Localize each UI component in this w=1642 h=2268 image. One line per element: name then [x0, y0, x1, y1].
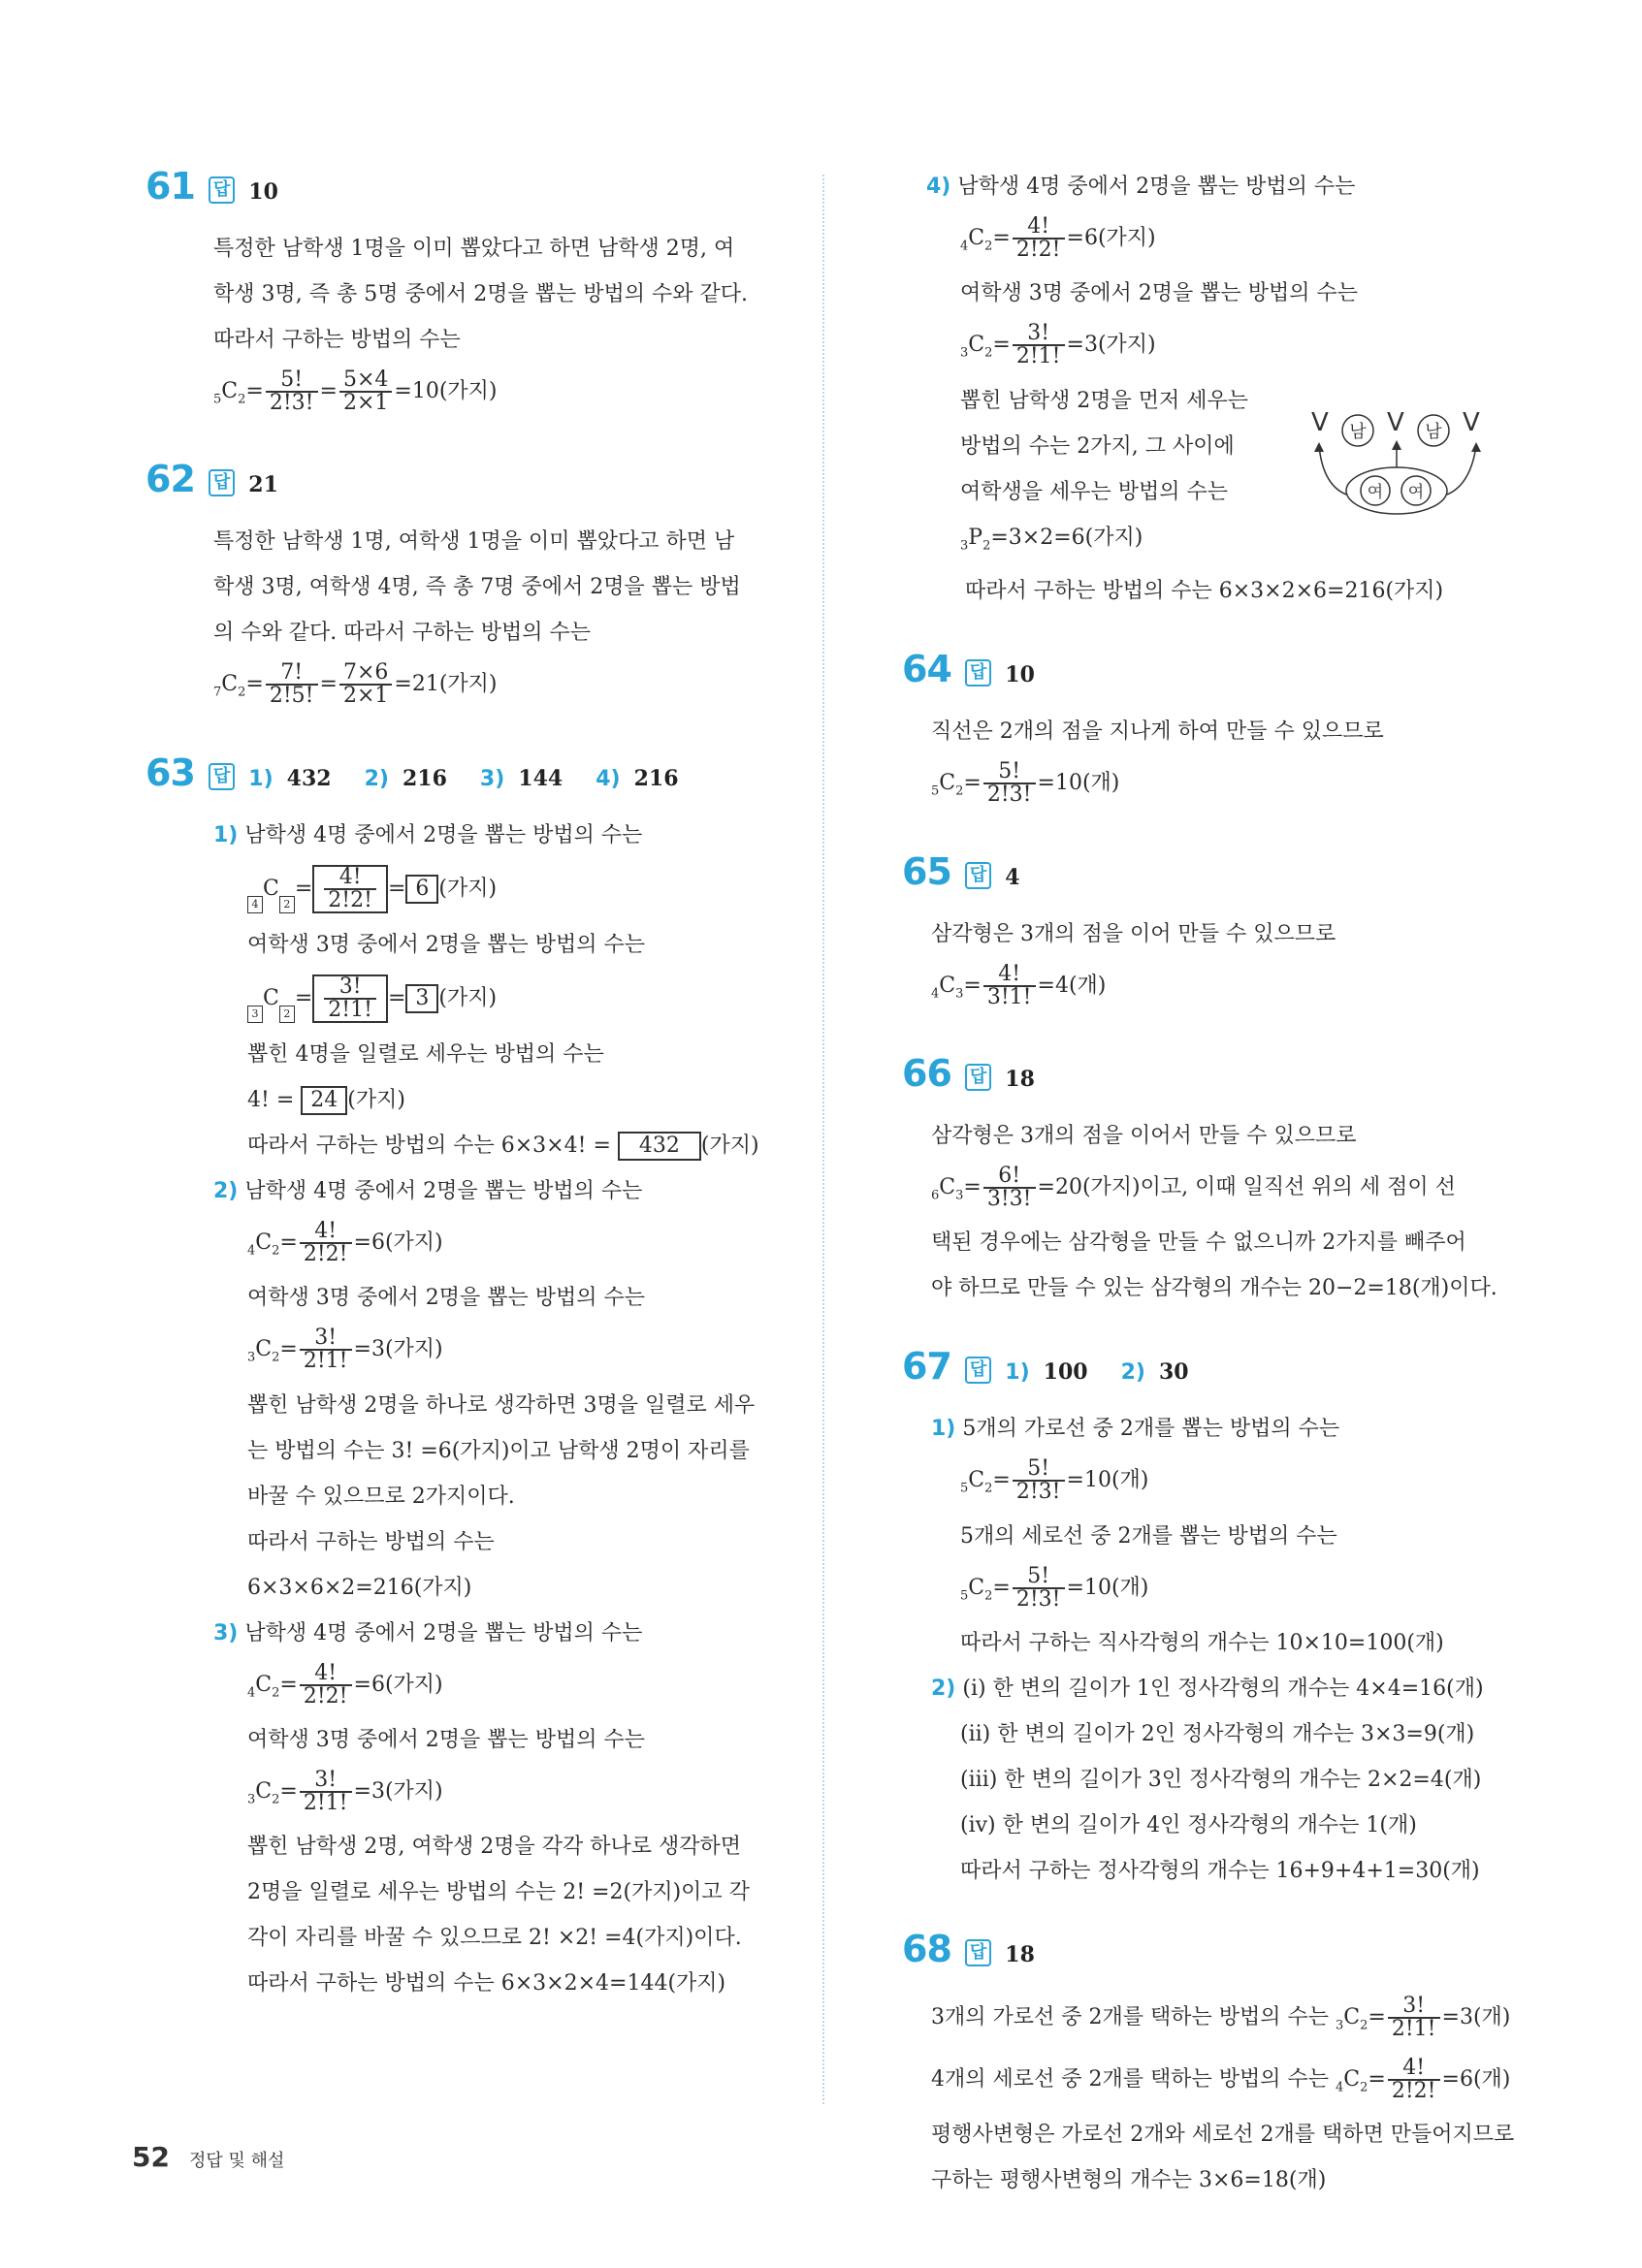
text-line: 3) 남학생 4명 중에서 2명을 뽑는 방법의 수는	[213, 1620, 643, 1645]
text-line: 학생 3명, 여학생 4명, 즉 총 7명 중에서 2명을 뽑는 방법	[213, 575, 741, 600]
answer-badge: 답	[965, 1064, 991, 1091]
problem-number: 67	[902, 1345, 951, 1389]
text-line: 삼각형은 3개의 점을 이어서 만들 수 있으므로	[931, 1123, 1357, 1148]
problem-63: 63 답 1) 432 2) 216 3) 144 4) 216 1) 남학생 4명 중에서 2명을 뽑는 방법의 수는 4C2= $\frac{4!}{2!2!}$ = 6 (가지) 여학생 3명 중에서 2명을 뽑는 방법의 수는 3C2= $\frac{3!}{2!1!}$ = 3 (가지) 뽑힌 4명을 일렬로 세우는 방법의 수는 4! = 24 (가지) 따라서 구하는 방법의 수는 6×3×4! = 432 (가지) 2) 남학생 4명 중에서 2명을 뽑는 방법의 수는 $_4C_2=$ $\frac{4!}{2!2!}$ =6(가지) 여학생 3명 중에서 2명을 뽑는 방법의 수는 $_3C_2=$ $\frac{3!}{2!1!}$ =3(가지) 뽑힌 남학생 2명을 하나로 생각하면 3명을 일렬로 세우 는 방법의 수는 3! =6(가지)이고 남학생 2명이 자리를 바꿀 수 있으므로 2가지이다. 따라서 구하는 방법의 수는 6×3×6×2=216(가지) 3) 남학생 4명 중에서 2명을 뽑는 방법의 수는 $_4C_2=$ $\frac{4!}{2!2!}$ =6(가지) 여학생 3명 중에서 2명을 뽑는 방법의 수는 $_3C_2=$ $\frac{3!}{2!1!}$ =3(가지) 뽑힌 남학생 2명, 여학생 2명을 각각 하나로 생각하면 2명을 일렬로 세우는 방법의 수는 2! =2(가지)이고 각 각이 자리를 바꿀 수 있으므로 2! ×2! =4(가지)이다. 따라서 구하는 방법의 수는 6×3×2×4=144(가지)	[145, 751, 805, 2008]
footer-label: 정답 및 해설	[188, 2151, 285, 2171]
text-line: 방법의 수는 2가지, 그 사이에	[960, 433, 1235, 459]
problem-number: 61	[145, 165, 195, 208]
text-line: 특정한 남학생 1명을 이미 뽑았다고 하면 남학생 2명, 여	[213, 237, 735, 261]
answer: 18	[1005, 1942, 1035, 1968]
formula: $_5C_2=$ $\frac{5!}{2!3!}$ =10(개)	[931, 759, 1120, 808]
female-label: 여	[1367, 483, 1384, 502]
page-number: 52	[132, 2141, 170, 2173]
problem-66	[902, 1052, 1562, 1312]
male-label: 남	[1349, 422, 1367, 442]
formula: 4개의 세로선 중 2개를 택하는 방법의 수는 $_4C_2=$ $\frac{4!}{2!2!}$ =6(개)	[931, 2055, 1511, 2103]
formula: $_6C_3=$ $\frac{6!}{3!3!}$ =20(가지)이고, 이때 일직선 위의 세 점이 선	[931, 1163, 1456, 1211]
formula: $_3C_2=$ $\frac{3!}{2!1!}$ =3(가지)	[247, 1767, 443, 1815]
text-line: 뽑힌 남학생 2명을 하나로 생각하면 3명을 일렬로 세우	[247, 1392, 756, 1418]
text-line: 택된 경우에는 삼각형을 만들 수 없으니까 2가지를 빼주어	[931, 1230, 1466, 1256]
text-line: 여학생 3명 중에서 2명을 뽑는 방법의 수는	[247, 1727, 645, 1752]
formula: $_3C_2=$ $\frac{3!}{2!1!}$ =3(가지)	[960, 321, 1156, 369]
text-line: 뽑힌 4명을 일렬로 세우는 방법의 수는	[247, 1041, 604, 1067]
formula: 4C2= $\frac{4!}{2!2!}$ = 6 (가지)	[145, 859, 805, 923]
text-line: 따라서 구하는 방법의 수는	[247, 1529, 495, 1554]
answer-badge: 답	[209, 176, 235, 204]
text-line: 따라서 구하는 정사각형의 개수는 16+9+4+1=30(개)	[960, 1859, 1480, 1884]
seating-diagram	[1311, 407, 1505, 524]
answer: 18	[1005, 1066, 1035, 1092]
text-line: 구하는 평행사변형의 개수는 3×6=18(개)	[931, 2167, 1327, 2192]
answer-badge: 답	[965, 659, 991, 687]
text-line: 여학생을 세우는 방법의 수는	[960, 479, 1229, 504]
text-line: 바꿀 수 있으므로 2가지이다.	[247, 1484, 515, 1509]
formula: $_5C_2=$ $\frac{5!}{2!3!}$ =10(개)	[960, 1456, 1149, 1505]
text-line: 6×3×6×2=216(가지)	[247, 1575, 472, 1600]
answer-badge: 답	[965, 1939, 991, 1966]
text-line: 따라서 구하는 방법의 수는 6×3×4! = 432 (가지)	[145, 1124, 805, 1169]
text-line: 4! = 24 (가지)	[145, 1078, 805, 1124]
answer-badge: 답	[965, 1357, 991, 1384]
formula: $_5C_2=$ $\frac{5!}{2!3!}$ =10(개)	[960, 1563, 1149, 1612]
female-label: 여	[1407, 483, 1425, 502]
problem-number: 63	[145, 751, 195, 794]
problem-number: 68	[902, 1928, 951, 1971]
problem-65	[902, 850, 1562, 1019]
formula: $_4C_2=$ $\frac{4!}{2!2!}$ =6(가지)	[247, 1660, 443, 1709]
formula: $_7C_2=$ $\frac{7!}{2!5!}$ = $\frac{7\times 6}{2\times 1}$ =21(가지)	[213, 660, 498, 709]
arrow-left	[1319, 446, 1346, 495]
text-line: 삼각형은 3개의 점을 이어 만들 수 있으므로	[931, 921, 1336, 946]
text-line: (ⅳ) 한 변의 길이가 4인 정사각형의 개수는 1(개)	[960, 1813, 1417, 1838]
formula: 3C2= $\frac{3!}{2!1!}$ = 3 (가지)	[145, 969, 805, 1033]
answer-badge: 답	[965, 862, 991, 889]
formula: 3개의 가로선 중 2개를 택하는 방법의 수는 $_3C_2=$ $\frac{3!}{2!1!}$ =3(개)	[931, 1994, 1511, 2042]
text-line: 의 수와 같다. 따라서 구하는 방법의 수는	[213, 621, 591, 646]
problem-62	[145, 458, 805, 718]
text-line: 2명을 일렬로 세우는 방법의 수는 2! =2(가지)이고 각	[247, 1880, 750, 1905]
formula: $_4C_2=$ $\frac{4!}{2!2!}$ =6(가지)	[960, 214, 1156, 262]
text-line: (ⅲ) 한 변의 길이가 3인 정사각형의 개수는 2×2=4(개)	[960, 1768, 1482, 1793]
answer-badge: 답	[209, 469, 235, 496]
text-line: 뽑힌 남학생 2명을 먼저 세우는	[960, 388, 1248, 413]
formula: $_3P_2=3\times 2=6$(가지)	[960, 525, 1143, 554]
answer: 10	[248, 179, 278, 205]
text-line: 4) 남학생 4명 중에서 2명을 뽑는 방법의 수는	[926, 175, 1356, 199]
text-line: 1) 5개의 가로선 중 2개를 뽑는 방법의 수는	[931, 1417, 1340, 1442]
answer: 4	[1005, 864, 1020, 890]
answer: 21	[248, 472, 278, 498]
text-line: 뽑힌 남학생 2명, 여학생 2명을 각각 하나로 생각하면	[247, 1835, 741, 1860]
formula: $_4C_2=$ $\frac{4!}{2!2!}$ =6(가지)	[247, 1218, 443, 1266]
gap-mark: V	[1463, 408, 1480, 437]
text-line: 여학생 3명 중에서 2명을 뽑는 방법의 수는	[247, 1286, 645, 1311]
problem-63-part4	[902, 165, 1562, 615]
formula: $_4C_3=$ $\frac{4!}{3!1!}$ =4(개)	[931, 961, 1107, 1009]
problem-67: 67 답 1) 100 2) 30 1) 5개의 가로선 중 2개를 뽑는 방법의 수는 $_5C_2=$ $\frac{5!}{2!3!}$ =10(개) 5개의 세로선 중 2개를 뽑는 방법의 수는 $_5C_2=$ $\frac{5!}{2!3!}$ =10(개) 따라서 구하는 직사각형의 개수는 10×10=100(개) 2) (ⅰ) 한 변의 길이가 1인 정사각형의 개수는 4×4=16(개) (ⅱ) 한 변의 길이가 2인 정사각형의 개수는 3×3=9(개) (ⅲ) 한 변의 길이가 3인 정사각형의 개수는 2×2=4(개) (ⅳ) 한 변의 길이가 4인 정사각형의 개수는 1(개) 따라서 구하는 정사각형의 개수는 16+9+4+1=30(개)	[902, 1345, 1562, 1895]
text-line: 1) 남학생 4명 중에서 2명을 뽑는 방법의 수는	[213, 822, 643, 847]
text-line: 따라서 구하는 방법의 수는	[213, 328, 461, 352]
text-line: 여학생 3명 중에서 2명을 뽑는 방법의 수는	[960, 281, 1358, 306]
text-line: 2) (ⅰ) 한 변의 길이가 1인 정사각형의 개수는 4×4=16(개)	[931, 1677, 1484, 1702]
column-divider	[822, 175, 824, 2104]
text-line: 5개의 세로선 중 2개를 뽑는 방법의 수는	[960, 1523, 1337, 1549]
text-line: 야 하므로 만들 수 있는 삼각형의 개수는 20−2=18(개)이다.	[931, 1276, 1497, 1301]
text-line: 따라서 구하는 방법의 수는 6×3×2×6=216(가지)	[965, 579, 1444, 604]
text-line: 따라서 구하는 직사각형의 개수는 10×10=100(개)	[960, 1631, 1444, 1656]
gap-mark: V	[1311, 408, 1329, 437]
text-line: 직선은 2개의 점을 지나게 하여 만들 수 있으므로	[931, 719, 1384, 745]
text-line: 평행사변형은 가로선 2개와 세로선 2개를 택하면 만들어지므로	[931, 2122, 1515, 2147]
answer: 10	[1005, 662, 1035, 688]
text-line: 여학생 3명 중에서 2명을 뽑는 방법의 수는	[247, 932, 645, 957]
male-label: 남	[1425, 422, 1442, 442]
page-footer	[132, 2141, 284, 2173]
text-line: 각이 자리를 바꿀 수 있으므로 2! ×2! =4(가지)이다.	[247, 1926, 742, 1951]
problem-64	[902, 648, 1562, 816]
text-line: (ⅱ) 한 변의 길이가 2인 정사각형의 개수는 3×3=9(개)	[960, 1722, 1475, 1747]
text-line: 따라서 구하는 방법의 수는 6×3×2×4=144(가지)	[247, 1971, 726, 1996]
problem-number: 62	[145, 458, 195, 501]
problem-61	[145, 165, 805, 425]
text-line: 2) 남학생 4명 중에서 2명을 뽑는 방법의 수는	[213, 1178, 643, 1203]
arrow-right	[1447, 446, 1476, 495]
gap-mark: V	[1387, 408, 1404, 437]
formula: $_5C_2=$ $\frac{5!}{2!3!}$ = $\frac{5\times 4}{2\times 1}$ =10(가지)	[213, 367, 498, 415]
problem-68	[902, 1928, 1562, 2204]
problem-number: 66	[902, 1051, 951, 1095]
text-line: 특정한 남학생 1명, 여학생 1명을 이미 뽑았다고 하면 남	[213, 529, 735, 555]
answer-badge: 답	[209, 763, 235, 790]
text-line: 학생 3명, 즉 총 5명 중에서 2명을 뽑는 방법의 수와 같다.	[213, 282, 748, 306]
problem-number: 64	[902, 648, 951, 691]
text-line: 는 방법의 수는 3! =6(가지)이고 남학생 2명이 자리를	[247, 1438, 750, 1463]
left-column	[145, 165, 805, 2040]
formula: $_3C_2=$ $\frac{3!}{2!1!}$ =3(가지)	[247, 1326, 443, 1374]
problem-number: 65	[902, 849, 951, 893]
